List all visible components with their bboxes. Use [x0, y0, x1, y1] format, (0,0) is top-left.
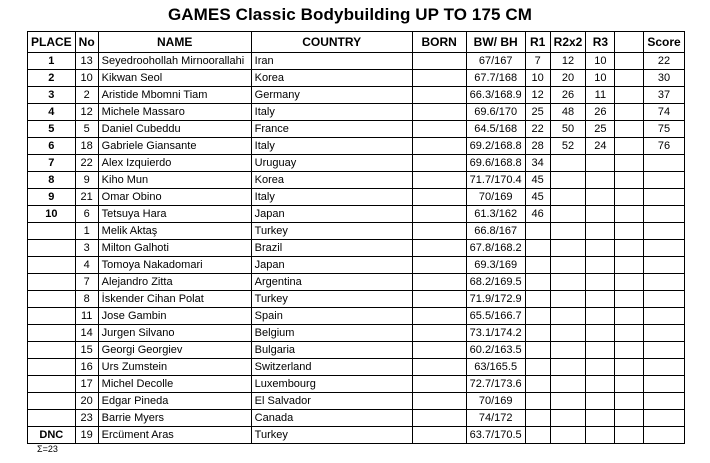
cell-no: 20 [75, 393, 98, 410]
cell-score [644, 427, 684, 444]
cell-bw: 71.7/170.4 [466, 172, 525, 189]
cell-name: Daniel Cubeddu [98, 121, 251, 138]
table-row [28, 359, 685, 376]
cell-no: 17 [75, 376, 98, 393]
cell-place: 3 [28, 87, 76, 104]
cell-no: 7 [75, 274, 98, 291]
col-header-r3: R3 [586, 32, 615, 53]
cell-name: Kiho Mun [98, 172, 251, 189]
table-row [28, 138, 685, 155]
cell-bw: 73.1/174.2 [466, 325, 525, 342]
cell-r3 [586, 257, 615, 274]
cell-r1 [525, 308, 550, 325]
cell-name: Michel Decolle [98, 376, 251, 393]
cell-extra [615, 240, 644, 257]
cell-born [412, 376, 466, 393]
table-row [28, 376, 685, 393]
cell-r2 [550, 172, 586, 189]
cell-score: 22 [644, 53, 684, 70]
cell-place: 10 [28, 206, 76, 223]
table-row [28, 393, 685, 410]
cell-r1: 10 [525, 70, 550, 87]
cell-r2 [550, 223, 586, 240]
cell-r1 [525, 410, 550, 427]
cell-name: Omar Obino [98, 189, 251, 206]
cell-r1 [525, 325, 550, 342]
cell-name: Edgar Pineda [98, 393, 251, 410]
cell-r1: 25 [525, 104, 550, 121]
cell-r3 [586, 274, 615, 291]
cell-r2 [550, 427, 586, 444]
cell-country: Turkey [251, 223, 412, 240]
cell-no: 2 [75, 87, 98, 104]
cell-country: Uruguay [251, 155, 412, 172]
cell-born [412, 291, 466, 308]
cell-country: Korea [251, 172, 412, 189]
cell-score [644, 342, 684, 359]
cell-name: Michele Massaro [98, 104, 251, 121]
cell-r1 [525, 427, 550, 444]
cell-bw: 69.6/168.8 [466, 155, 525, 172]
cell-extra [615, 223, 644, 240]
cell-score [644, 410, 684, 427]
cell-r2: 20 [550, 70, 586, 87]
cell-score: 30 [644, 70, 684, 87]
table-row [28, 104, 685, 121]
cell-name: Ercüment Aras [98, 427, 251, 444]
cell-no: 19 [75, 427, 98, 444]
cell-bw: 70/169 [466, 393, 525, 410]
cell-place [28, 223, 76, 240]
table-row [28, 87, 685, 104]
cell-bw: 69.3/169 [466, 257, 525, 274]
cell-country: Brazil [251, 240, 412, 257]
table-row [28, 53, 685, 70]
table-row [28, 223, 685, 240]
cell-score [644, 308, 684, 325]
cell-born [412, 121, 466, 138]
table-row [28, 121, 685, 138]
cell-place [28, 325, 76, 342]
col-header-born: BORN [412, 32, 466, 53]
cell-place [28, 376, 76, 393]
cell-extra [615, 342, 644, 359]
cell-r2 [550, 342, 586, 359]
cell-r1 [525, 359, 550, 376]
cell-r3 [586, 206, 615, 223]
table-row [28, 274, 685, 291]
cell-score [644, 257, 684, 274]
cell-r3 [586, 308, 615, 325]
col-header-place: PLACE [28, 32, 76, 53]
cell-born [412, 325, 466, 342]
cell-bw: 70/169 [466, 189, 525, 206]
cell-no: 6 [75, 206, 98, 223]
cell-country: Italy [251, 104, 412, 121]
table-row [28, 257, 685, 274]
col-header-name: NAME [98, 32, 251, 53]
cell-extra [615, 427, 644, 444]
cell-place [28, 291, 76, 308]
cell-born [412, 240, 466, 257]
cell-born [412, 70, 466, 87]
cell-extra [615, 155, 644, 172]
cell-extra [615, 257, 644, 274]
table-row [28, 155, 685, 172]
cell-r2 [550, 359, 586, 376]
cell-extra [615, 138, 644, 155]
cell-born [412, 410, 466, 427]
cell-place: DNC [28, 427, 76, 444]
cell-born [412, 138, 466, 155]
cell-r2 [550, 240, 586, 257]
results-table [27, 31, 685, 444]
cell-place: 5 [28, 121, 76, 138]
cell-score [644, 223, 684, 240]
cell-r3 [586, 410, 615, 427]
cell-extra [615, 172, 644, 189]
cell-score [644, 240, 684, 257]
cell-name: Barrie Myers [98, 410, 251, 427]
cell-r2 [550, 376, 586, 393]
table-row [28, 342, 685, 359]
cell-score [644, 291, 684, 308]
cell-no: 3 [75, 240, 98, 257]
cell-place [28, 257, 76, 274]
cell-bw: 60.2/163.5 [466, 342, 525, 359]
cell-place: 6 [28, 138, 76, 155]
cell-country: Canada [251, 410, 412, 427]
cell-bw: 66.3/168.9 [466, 87, 525, 104]
cell-place: 8 [28, 172, 76, 189]
cell-born [412, 206, 466, 223]
cell-r3: 26 [586, 104, 615, 121]
cell-r2 [550, 155, 586, 172]
cell-r3: 24 [586, 138, 615, 155]
cell-name: Tomoya Nakadomari [98, 257, 251, 274]
col-header-country: COUNTRY [251, 32, 412, 53]
cell-name: Seyedroohollah Mirnoorallahi [98, 53, 251, 70]
header-row [28, 32, 685, 53]
cell-r3 [586, 427, 615, 444]
cell-r1 [525, 342, 550, 359]
cell-name: Aristide Mbomni Tiam [98, 87, 251, 104]
cell-r2: 12 [550, 53, 586, 70]
cell-born [412, 53, 466, 70]
cell-no: 16 [75, 359, 98, 376]
cell-born [412, 393, 466, 410]
cell-no: 23 [75, 410, 98, 427]
cell-extra [615, 274, 644, 291]
cell-r2: 50 [550, 121, 586, 138]
cell-r2 [550, 325, 586, 342]
cell-place: 2 [28, 70, 76, 87]
cell-no: 9 [75, 172, 98, 189]
cell-extra [615, 410, 644, 427]
cell-r3: 11 [586, 87, 615, 104]
cell-no: 12 [75, 104, 98, 121]
cell-born [412, 308, 466, 325]
cell-born [412, 257, 466, 274]
cell-r1: 22 [525, 121, 550, 138]
cell-country: Germany [251, 87, 412, 104]
cell-r3 [586, 342, 615, 359]
cell-r2 [550, 257, 586, 274]
cell-country: Spain [251, 308, 412, 325]
cell-bw: 66.8/167 [466, 223, 525, 240]
cell-r2 [550, 291, 586, 308]
cell-born [412, 223, 466, 240]
cell-place: 7 [28, 155, 76, 172]
cell-bw: 65.5/166.7 [466, 308, 525, 325]
cell-r1 [525, 291, 550, 308]
cell-r1 [525, 223, 550, 240]
cell-r1 [525, 257, 550, 274]
cell-bw: 67.7/168 [466, 70, 525, 87]
cell-score: 75 [644, 121, 684, 138]
cell-place: 4 [28, 104, 76, 121]
cell-place [28, 308, 76, 325]
cell-bw: 67/167 [466, 53, 525, 70]
cell-score: 74 [644, 104, 684, 121]
cell-r2: 26 [550, 87, 586, 104]
cell-score: 37 [644, 87, 684, 104]
cell-bw: 64.5/168 [466, 121, 525, 138]
cell-no: 21 [75, 189, 98, 206]
cell-extra [615, 53, 644, 70]
cell-country: Switzerland [251, 359, 412, 376]
cell-r2 [550, 393, 586, 410]
cell-name: Georgi Georgiev [98, 342, 251, 359]
cell-r2 [550, 274, 586, 291]
cell-extra [615, 308, 644, 325]
cell-name: Milton Galhoti [98, 240, 251, 257]
cell-born [412, 359, 466, 376]
cell-place: 9 [28, 189, 76, 206]
cell-bw: 69.6/170 [466, 104, 525, 121]
cell-r3: 25 [586, 121, 615, 138]
cell-extra [615, 121, 644, 138]
cell-no: 11 [75, 308, 98, 325]
cell-born [412, 342, 466, 359]
cell-r3 [586, 223, 615, 240]
cell-country: Japan [251, 206, 412, 223]
cell-r3 [586, 325, 615, 342]
cell-score: 76 [644, 138, 684, 155]
cell-r3 [586, 172, 615, 189]
col-header-blank [615, 32, 644, 53]
cell-born [412, 104, 466, 121]
cell-extra [615, 104, 644, 121]
cell-extra [615, 291, 644, 308]
cell-score [644, 325, 684, 342]
cell-r1 [525, 240, 550, 257]
cell-r2 [550, 189, 586, 206]
cell-r2: 48 [550, 104, 586, 121]
cell-no: 5 [75, 121, 98, 138]
cell-no: 1 [75, 223, 98, 240]
cell-country: Italy [251, 138, 412, 155]
cell-born [412, 189, 466, 206]
cell-score [644, 376, 684, 393]
page-title: GAMES Classic Bodybuilding UP TO 175 CM [167, 5, 533, 24]
cell-r1: 45 [525, 189, 550, 206]
cell-name: Jose Gambin [98, 308, 251, 325]
cell-bw: 67.8/168.2 [466, 240, 525, 257]
cell-score [644, 206, 684, 223]
cell-name: Alex Izquierdo [98, 155, 251, 172]
cell-r3: 10 [586, 70, 615, 87]
cell-name: Tetsuya Hara [98, 206, 251, 223]
cell-r1: 45 [525, 172, 550, 189]
cell-r1: 12 [525, 87, 550, 104]
col-header-r2x2: R2x2 [550, 32, 586, 53]
cell-born [412, 172, 466, 189]
cell-name: Melik Aktaş [98, 223, 251, 240]
cell-r1: 28 [525, 138, 550, 155]
cell-bw: 71.9/172.9 [466, 291, 525, 308]
cell-r1: 7 [525, 53, 550, 70]
col-header-no: No [75, 32, 98, 53]
cell-r3 [586, 155, 615, 172]
cell-r1 [525, 376, 550, 393]
cell-bw: 63.7/170.5 [466, 427, 525, 444]
cell-name: Gabriele Giansante [98, 138, 251, 155]
cell-bw: 72.7/173.6 [466, 376, 525, 393]
cell-no: 4 [75, 257, 98, 274]
table-row [28, 172, 685, 189]
cell-country: Luxembourg [251, 376, 412, 393]
cell-extra [615, 70, 644, 87]
cell-r3: 10 [586, 53, 615, 70]
cell-extra [615, 189, 644, 206]
cell-extra [615, 376, 644, 393]
cell-extra [615, 393, 644, 410]
cell-country: Japan [251, 257, 412, 274]
table-row [28, 410, 685, 427]
cell-r1 [525, 393, 550, 410]
cell-born [412, 155, 466, 172]
cell-country: Turkey [251, 291, 412, 308]
table-row [28, 189, 685, 206]
cell-place [28, 240, 76, 257]
cell-country: Bulgaria [251, 342, 412, 359]
cell-r1: 46 [525, 206, 550, 223]
cell-born [412, 427, 466, 444]
athlete-count: Σ=23 [37, 444, 58, 454]
cell-place: 1 [28, 53, 76, 70]
cell-name: Kikwan Seol [98, 70, 251, 87]
cell-no: 18 [75, 138, 98, 155]
cell-r2: 52 [550, 138, 586, 155]
cell-country: El Salvador [251, 393, 412, 410]
cell-r3 [586, 359, 615, 376]
cell-bw: 69.2/168.8 [466, 138, 525, 155]
table-row [28, 240, 685, 257]
cell-score [644, 359, 684, 376]
cell-r3 [586, 189, 615, 206]
cell-place [28, 342, 76, 359]
cell-name: İskender Cihan Polat [98, 291, 251, 308]
cell-place [28, 393, 76, 410]
cell-name: Urs Zumstein [98, 359, 251, 376]
cell-bw: 74/172 [466, 410, 525, 427]
table-row [28, 206, 685, 223]
cell-r2 [550, 206, 586, 223]
cell-extra [615, 325, 644, 342]
cell-country: Iran [251, 53, 412, 70]
cell-country: Korea [251, 70, 412, 87]
cell-name: Alejandro Zitta [98, 274, 251, 291]
cell-born [412, 274, 466, 291]
cell-score [644, 172, 684, 189]
cell-score [644, 393, 684, 410]
cell-country: France [251, 121, 412, 138]
cell-no: 8 [75, 291, 98, 308]
col-header-bw-bh: BW/ BH [466, 32, 525, 53]
cell-place [28, 410, 76, 427]
table-row [28, 308, 685, 325]
cell-born [412, 87, 466, 104]
cell-extra [615, 87, 644, 104]
cell-country: Italy [251, 189, 412, 206]
cell-country: Turkey [251, 427, 412, 444]
cell-r3 [586, 240, 615, 257]
col-header-score: Score [644, 32, 684, 53]
cell-no: 22 [75, 155, 98, 172]
cell-r3 [586, 376, 615, 393]
table-row [28, 427, 685, 444]
cell-country: Belgium [251, 325, 412, 342]
cell-score [644, 189, 684, 206]
table-row [28, 291, 685, 308]
cell-place [28, 359, 76, 376]
cell-bw: 63/165.5 [466, 359, 525, 376]
cell-bw: 61.3/162 [466, 206, 525, 223]
table-row [28, 325, 685, 342]
col-header-r1: R1 [525, 32, 550, 53]
cell-r2 [550, 410, 586, 427]
cell-no: 13 [75, 53, 98, 70]
cell-extra [615, 206, 644, 223]
cell-name: Jurgen Silvano [98, 325, 251, 342]
cell-score [644, 274, 684, 291]
cell-no: 14 [75, 325, 98, 342]
cell-r3 [586, 393, 615, 410]
cell-r1 [525, 274, 550, 291]
cell-place [28, 274, 76, 291]
table-row [28, 70, 685, 87]
cell-r3 [586, 291, 615, 308]
cell-country: Argentina [251, 274, 412, 291]
cell-r1: 34 [525, 155, 550, 172]
cell-extra [615, 359, 644, 376]
cell-no: 15 [75, 342, 98, 359]
cell-score [644, 155, 684, 172]
cell-no: 10 [75, 70, 98, 87]
cell-bw: 68.2/169.5 [466, 274, 525, 291]
cell-r2 [550, 308, 586, 325]
